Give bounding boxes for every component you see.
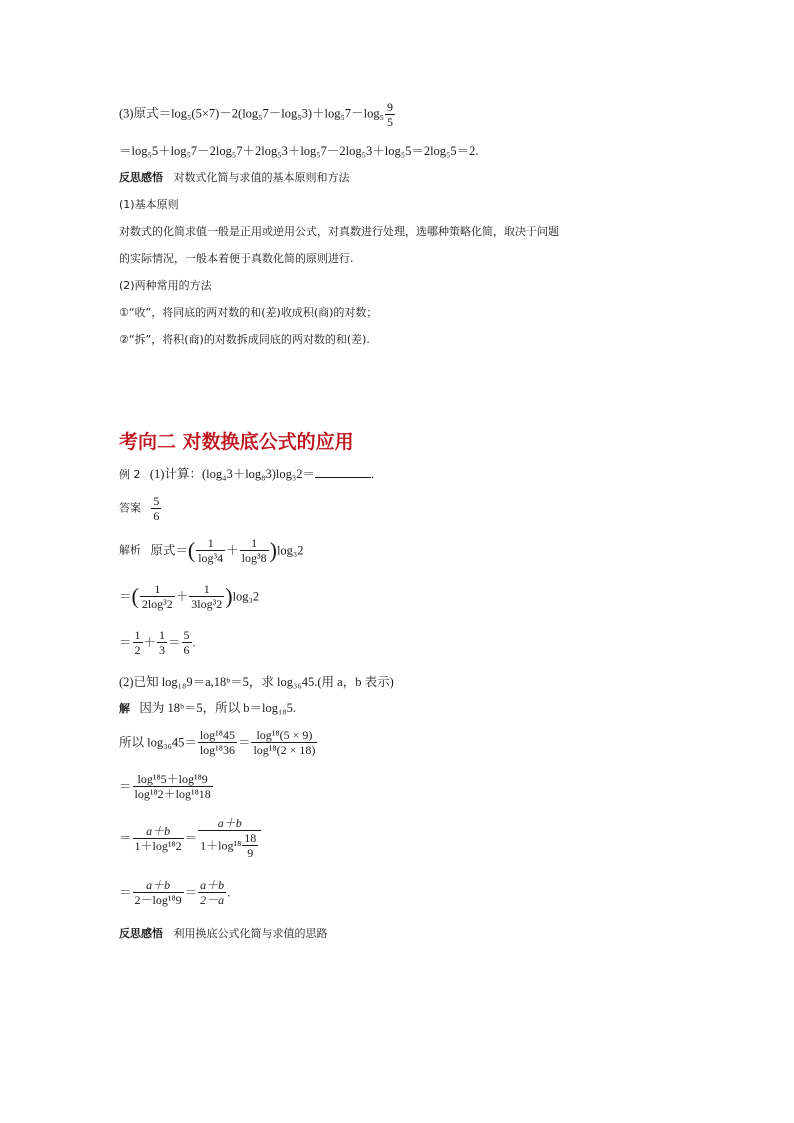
paragraph: ②“拆”，将积(商)的对数拆成同底的两对数的和(差). (119, 333, 370, 346)
example2-question1: 例 2 (1)计算：(log₄3＋log₈3)log₃2＝ . (119, 467, 375, 481)
paragraph: (2)两种常用的方法 (119, 279, 212, 292)
part3-expression: ＝log₅(5×7)－2(log₅7－log₅3)＋log₅7－log₅ (158, 106, 384, 121)
section-title: 考向二 对数换底公式的应用 (119, 431, 354, 453)
part3-label: (3)原式 (119, 106, 159, 121)
example2-question2: (2)已知 log₁₈9＝a,18ᵇ＝5，求 log₃₆45.(用 a，b 表示) (119, 675, 394, 689)
part3-line1 (119, 100, 396, 129)
solution-t4: ＝ $\frac{a+b}{\text{2－log¹⁸9}}$ ＝ $\frac{a+b}{2-a}$ . (119, 878, 231, 907)
paragraph: ①“收”，将同底的两对数的和(差)收成积(商)的对数； (119, 306, 378, 319)
reflect-heading-1: 反思感悟 对数式化简与求值的基本原则和方法 (119, 171, 350, 184)
solution-intro: 解 因为 18ᵇ＝5，所以 b＝log₁₈5. (119, 701, 297, 715)
paragraph: 的实际情况，一般本着便于真数化简的原则进行. (119, 252, 354, 265)
fraction-9-5: $\frac{9}{5}$ (386, 100, 393, 129)
answer-fraction: $\frac{5}{6}$ (153, 494, 160, 523)
reflect-heading-2: 反思感悟 利用换底公式化简与求值的思路 (119, 927, 328, 940)
solution-t2: ＝ $\frac{\text{log¹⁸5＋log¹⁸9}}{\text{log¹⁸2＋log¹⁸18}}$ (119, 772, 211, 801)
paragraph: (1)基本原则 (119, 198, 179, 211)
solution-step2: ＝( $\frac{1}{\text{2log³2}}$ ＋ $\frac{1}{\text{3log³2}}$ )log₃2 (119, 582, 260, 611)
paragraph: 对数式的化简求值一般是正用或逆用公式，对真数进行处理，选哪种策略化简，取决于问题 (119, 225, 559, 238)
solution-step1: 解析 原式＝( $\frac{1}{\text{log³4}}$ ＋ $\frac{1}{\text{log³8}}$ )log₃2 (119, 536, 304, 565)
solution-t1: 所以 log₃₆45＝ $\frac{\text{log¹⁸45}}{\text{log¹⁸36}}$ ＝ $\frac{\text{log¹⁸(5 × 9)}}{\text{log¹⁸(2 × 18)}}$ (119, 728, 316, 757)
solution-t3: ＝ $\frac{a+b}{\text{1＋log¹⁸2}}$ ＝ a＋b 1＋log¹⁸ $\frac{18}{9}$ (119, 816, 262, 860)
answer-line: 答案 $\frac{5}{6}$ (119, 494, 160, 523)
solution-step3: ＝ $\frac{1}{2}$ ＋ $\frac{1}{3}$ ＝ $\frac{5}{6}$ . (119, 628, 196, 657)
answer-blank (315, 466, 371, 478)
part3-line2: ＝log₅5＋log₅7－2log₅7＋2log₅3＋log₅7－2log₅3＋log₅5＝2log₅5＝2. (119, 144, 479, 158)
